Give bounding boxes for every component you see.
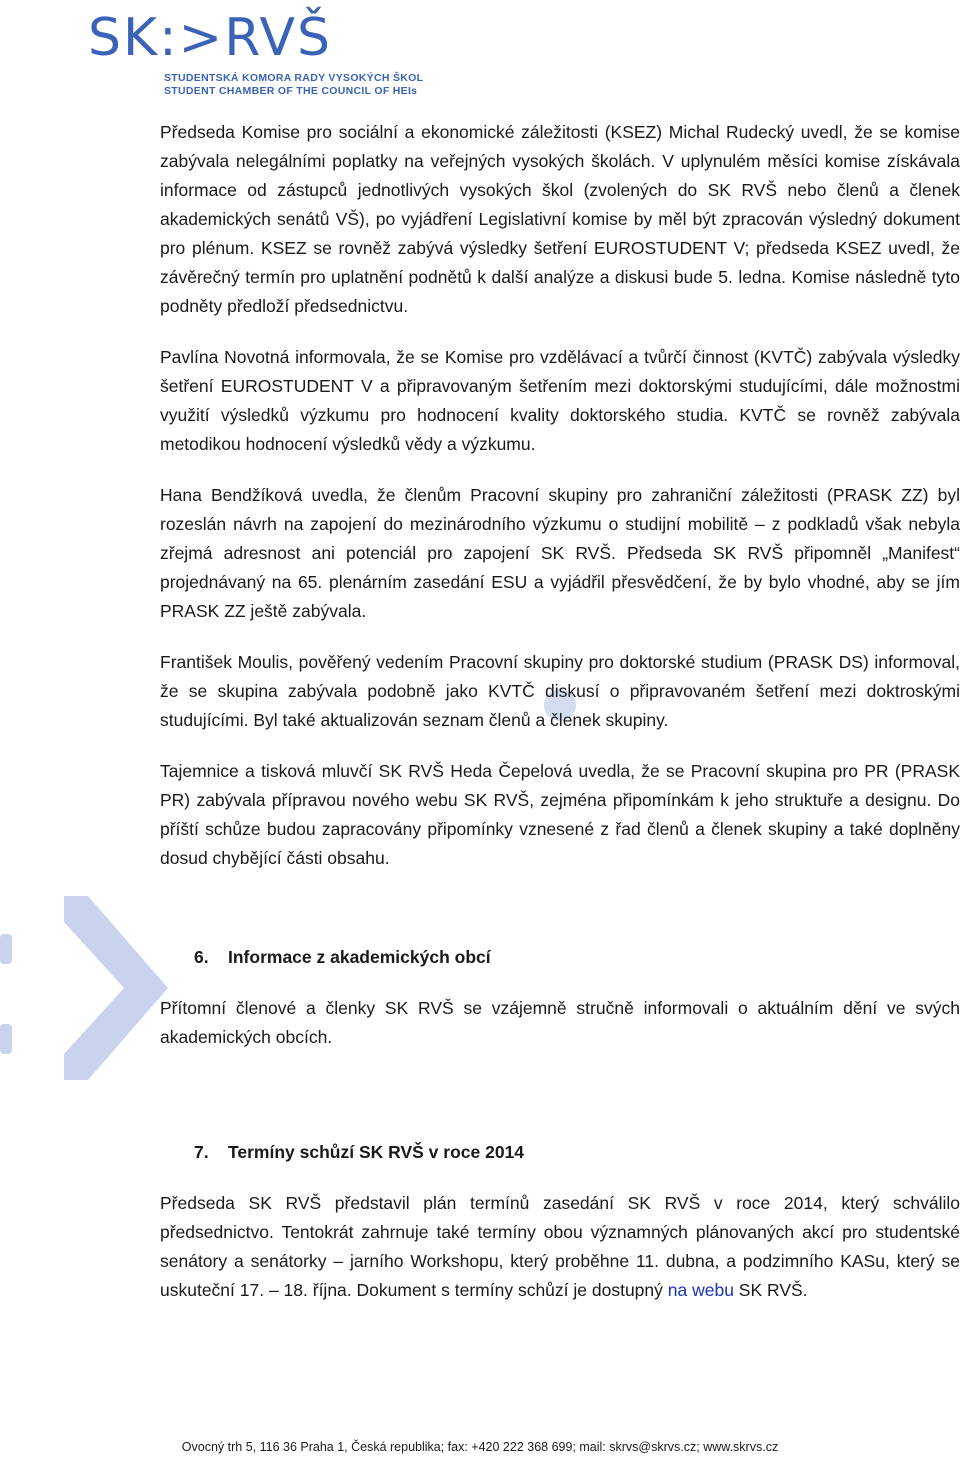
- paragraph-prask-ds: František Moulis, pověřený vedením Pracovní skupiny pro doktorské studium (PRASK DS) informoval, že se skupina zabývala podobně jako KVTČ diskusí o připravovaném šetření mezi doktroskými studujícími. Byl také aktualizován seznam členů a členek skupiny.: [160, 652, 960, 730]
- section-7-heading: [194, 1138, 960, 1167]
- logo-subtitle-cz: STUDENTSKÁ KOMORA RADY VYSOKÝCH ŠKOL: [164, 72, 424, 84]
- logo-wordmark: SK:>RVŠ: [88, 8, 333, 68]
- paragraph-prask-zz: Hana Bendžíková uvedla, že členům Pracovní skupiny pro zahraniční záležitosti (PRASK ZZ) byl rozeslán návrh na zapojení do mezinárodního výzkumu o studijní mobilitě – z podkladů však nebyla zřejmá adresnost ani potenciál pro zapojení SK RVŠ. Předseda SK RVŠ připomněl „Manifest“ projednávaný na 65. plenárním zasedání ESU a vyjádřil přesvědčení, že by bylo vhodné, aby se jím PRASK ZZ ještě zabývala.: [160, 485, 960, 621]
- section-6-number: 6.: [194, 947, 209, 967]
- section-7-title: Termíny schůzí SK RVŠ v roce 2014: [228, 1142, 525, 1162]
- footer-contact: Ovocný trh 5, 116 36 Praha 1, Česká republika; fax: +420 222 368 699; mail: skrvs@skrvs.cz; www.skrvs.cz: [181, 1440, 779, 1454]
- paragraph-ksez: Předseda Komise pro sociální a ekonomické záležitosti (KSEZ) Michal Rudecký uvedl, že se komise zabývala nelegálními poplatky na veřejných vysokých školách. V uplynulém měsíci komise získávala informace od zástupců jednotlivých vysokých škol (zvolených do SK RVŠ nebo členů a členek akademických senátů VŠ), po vyjádření Legislativní komise by měl být zpracován výsledný dokument pro plénum. KSEZ se rovněž zabývá výsledky šetření EUROSTUDENT V; předseda KSEZ uvedl, že závěrečný termín pro uplatnění podnětů k další analýze a diskusi bude 5. ledna. Komise následně tyto podněty předloží předsednictvu.: [160, 122, 960, 316]
- section-7-text-after: SK RVŠ.: [733, 1280, 808, 1300]
- web-link[interactable]: na webu: [667, 1280, 734, 1300]
- paragraph-kvtc: Pavlína Novotná informovala, že se Komise pro vzdělávací a tvůrčí činnost (KVTČ) zabývala výsledky šetření EUROSTUDENT V a připravovaným šetřením mezi doktorskými studujícími, dále možnostmi využití výsledků výzkumu pro hodnocení kvality doktorského studia. KVTČ se rovněž zabývala metodikou hodnocení výsledků vědy a výzkumu.: [160, 347, 960, 454]
- section-7-text-before: Předseda SK RVŠ představil plán termínů zasedání SK RVŠ v roce 2014, který schválilo předsednictvo. Tentokrát zahrnuje také termíny obou významných plánovaných akcí pro studentské senátory a senátorky – jarního Workshopu, který proběhne 11. dubna, a podzimního KASu, který se uskuteční 17. – 18. října. Dokument s termíny schůzí je dostupný: [160, 1193, 960, 1300]
- decorative-chevron-icon: [0, 890, 170, 1090]
- section-7-number: 7.: [194, 1142, 209, 1162]
- paragraph-prask-pr: Tajemnice a tisková mluvčí SK RVŠ Heda Čepelová uvedla, že se Pracovní skupina pro PR (PRASK PR) zabývala přípravou nového webu SK RVŠ, zejména připomínkám k jeho struktuře a designu. Do příští schůze budou zapracovány připomínky vznesené z řad členů a členek skupiny a také doplněny dosud chybějící části obsahu.: [160, 761, 960, 868]
- logo: [84, 8, 424, 97]
- section-6-text: Přítomní členové a členky SK RVŠ se vzájemně stručně informovali o aktuálním dění ve svých akademických obcích.: [160, 998, 960, 1047]
- section-6-title: Informace z akademických obcí: [228, 947, 491, 967]
- logo-subtitle-en: STUDENT CHAMBER OF THE COUNCIL OF HEIs: [164, 85, 418, 97]
- section-7-text: [160, 1189, 960, 1305]
- section-6-heading: [194, 943, 960, 972]
- document-body: [160, 118, 960, 1327]
